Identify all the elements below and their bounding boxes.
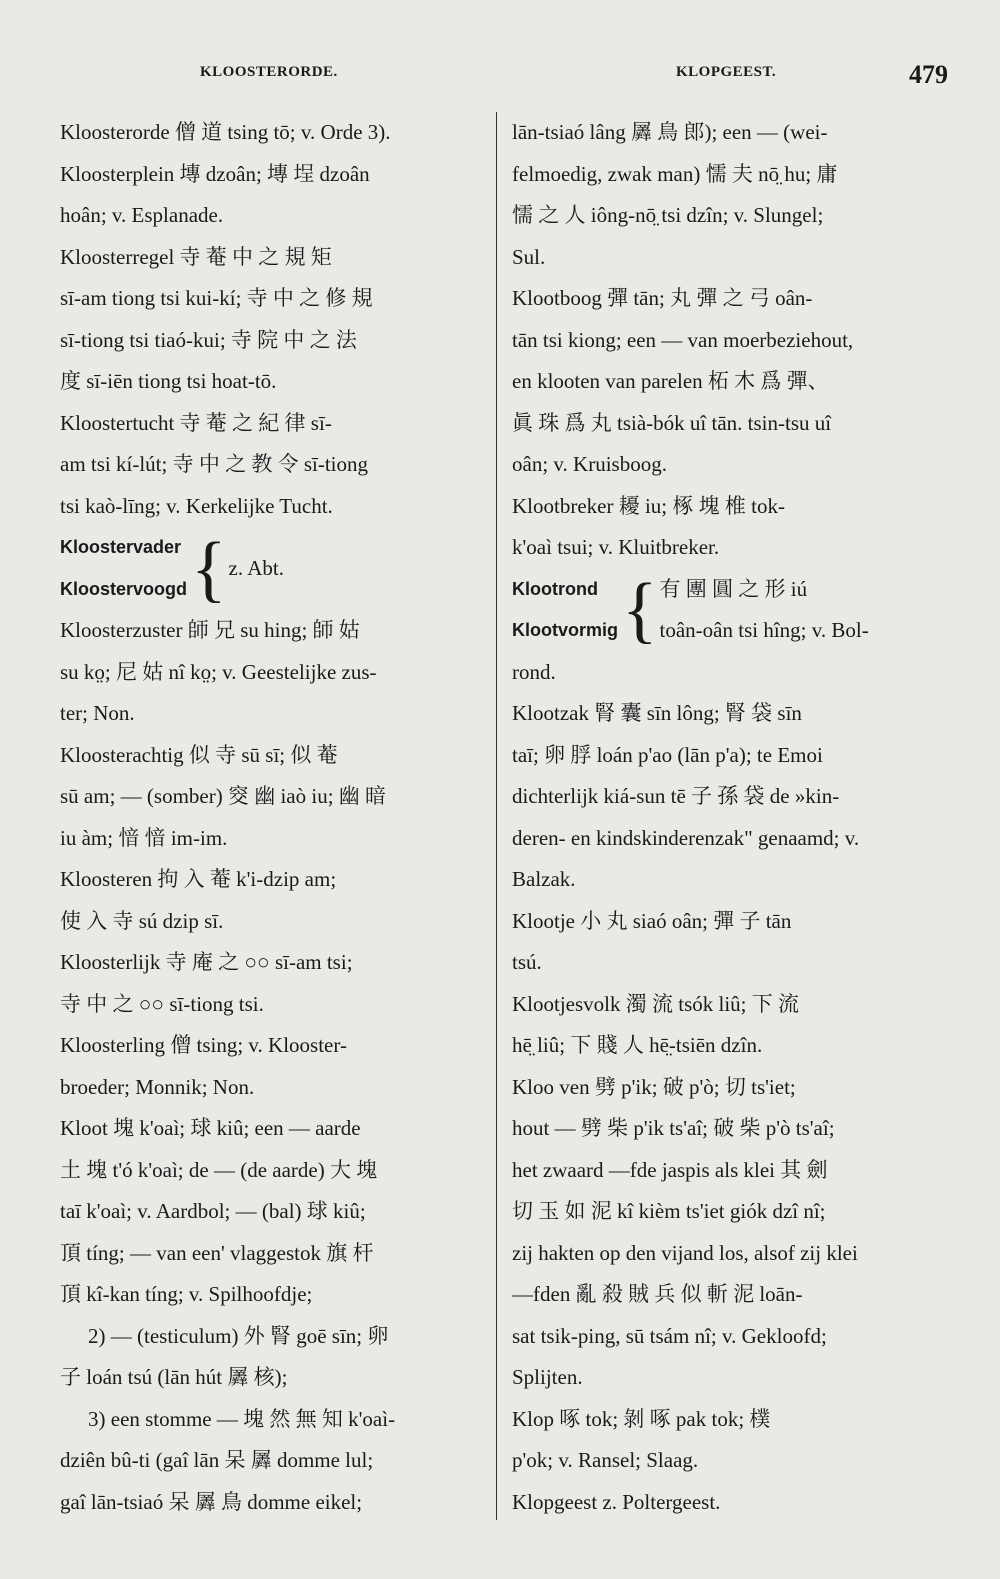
entry-line: rond.: [512, 659, 556, 684]
entry-line: gaî lān-tsiaó 呆 羼 鳥 domme eikel;: [60, 1489, 363, 1514]
entry-line: Kloosteren 拘 入 菴 k'i-dzip am;: [60, 867, 337, 891]
entry-line: 度 sī-iēn tiong tsi hoat-tō.: [60, 369, 277, 393]
entry-line: broeder; Monnik; Non.: [60, 1074, 255, 1099]
entry-line: k'oaì tsui; v. Kluitbreker.: [512, 535, 720, 559]
entry-line: dichterlijk kiá-sun tē 子 孫 袋 de »kin-: [512, 784, 840, 808]
entry-line: taī; 卵 脬 loán p'ao (lān p'a); te Emoi: [512, 742, 823, 767]
headword: Kloostervader: [60, 537, 182, 557]
entry-line: 子 loán tsú (lān hút 羼 核);: [60, 1365, 288, 1389]
entry-line: tsi kaò-līng; v. Kerkelijke Tucht.: [60, 493, 333, 518]
entry-line: deren- en kindskinderenzak" genaamd; v.: [512, 825, 860, 850]
entry-line: Kloosterlijk 寺 庵 之 ○○ sī-am tsi;: [60, 950, 353, 974]
entry-line: Klootboog 彈 tān; 丸 彈 之 弓 oân-: [512, 286, 813, 310]
entry-line: het zwaard —fde jaspis als klei 其 劍: [512, 1157, 828, 1182]
entry-line: ter; Non.: [60, 701, 135, 725]
entry-line: Sul.: [512, 244, 546, 269]
entry-line: oân; v. Kruisboog.: [512, 452, 667, 476]
entry-line: hout — 劈 柴 p'ik ts'aî; 破 柴 p'ò ts'aî;: [512, 1116, 835, 1140]
entry-text: toân-oân tsi hîng; v. Bol-: [659, 618, 869, 642]
entry-line: sī-am tiong tsi kui-kí; 寺 中 之 修 規: [60, 286, 373, 310]
entry-line: tsú.: [512, 950, 542, 974]
entry-line: sat tsik-ping, sū tsám nî; v. Gekloofd;: [512, 1323, 827, 1348]
entry-line: Kloosterachtig 似 寺 sū sī; 似 菴: [60, 742, 338, 767]
entry-line: Klopgeest z. Poltergeest.: [512, 1489, 721, 1514]
entry-line: su ko̤; 尼 姑 nî ko̤; v. Geestelijke zus-: [60, 659, 377, 684]
running-header-left: KLOOSTERORDE.: [200, 64, 338, 80]
entry-line: Klootbreker 耰 iu; 椓 塊 椎 tok-: [512, 493, 785, 518]
entry-line: Kloo ven 劈 p'ik; 破 p'ò; 切 ts'iet;: [512, 1074, 796, 1099]
entry-line: Kloosterorde 僧 道 tsing tō; v. Orde 3).: [60, 120, 391, 144]
brace-group-kloostervader: [60, 527, 485, 610]
entry-line: 頂 kî-kan tíng; v. Spilhoofdje;: [60, 1282, 313, 1306]
entry-line: lān-tsiaó lâng 羼 鳥 郎); een — (wei-: [512, 120, 828, 144]
entry-line: Klootjesvolk 濁 流 tsók liû; 下 流: [512, 991, 800, 1016]
curly-brace-icon: {: [191, 527, 227, 610]
entry-line: 使 入 寺 sú dzip sī.: [60, 908, 224, 933]
entry-line: iu àm; 愔 愔 im-im.: [60, 825, 228, 850]
entry-line: taī k'oaì; v. Aardbol; — (bal) 球 kiû;: [60, 1199, 366, 1223]
entry-line: Klootje 小 丸 siaó oân; 彈 子 tān: [512, 908, 792, 933]
entry-line: en klooten van parelen 柘 木 爲 彈、: [512, 369, 829, 393]
entry-line: —fden 亂 殺 賊 兵 似 斬 泥 loān-: [512, 1282, 803, 1306]
entry-line: Klootzak 腎 囊 sīn lông; 腎 袋 sīn: [512, 701, 802, 725]
entry-line: 3) een stomme — 塊 然 無 知 k'oaì-: [88, 1406, 396, 1431]
headword: Klootrond: [512, 578, 598, 599]
entry-line: 寺 中 之 ○○ sī-tiong tsi.: [60, 991, 264, 1016]
entry-line: Kloot 塊 k'oaì; 球 kiû; een — aarde: [60, 1116, 361, 1140]
entry-line: 懦 之 人 iông-nō̤ tsi dzîn; v. Slungel;: [512, 203, 824, 227]
entry-line: Kloosterplein 塼 dzoân; 塼 埕 dzoân: [60, 161, 370, 186]
entry-text: 有 團 圓 之 形 iú: [659, 576, 808, 601]
entry-line: sī-tiong tsi tiaó-kui; 寺 院 中 之 法: [60, 327, 357, 352]
entry-line: Kloostertucht 寺 菴 之 紀 律 sī-: [60, 410, 332, 435]
entry-line: p'ok; v. Ransel; Slaag.: [512, 1448, 699, 1472]
entry-line: Kloosterling 僧 tsing; v. Klooster-: [60, 1033, 347, 1057]
entry-line: felmoedig, zwak man) 懦 夫 nō̤ hu; 庸: [512, 161, 838, 186]
cross-reference: z. Abt.: [228, 555, 284, 580]
column-divider: [496, 112, 497, 1520]
entry-line: 土 塊 t'ó k'oaì; de — (de aarde) 大 塊: [60, 1157, 378, 1182]
entry-line: Kloosterregel 寺 菴 中 之 規 矩: [60, 244, 332, 269]
right-column: [512, 112, 937, 1523]
entry-line: hē̤ liû; 下 賤 人 hē̤-tsiēn dzîn.: [512, 1033, 763, 1057]
headword: Klootvormig: [512, 620, 618, 640]
entry-line: tān tsi kiong; een — van moerbeziehout,: [512, 327, 854, 352]
entry-line: 頂 tíng; — van een' vlaggestok 旗 杆: [60, 1240, 374, 1265]
entry-line: zij hakten op den vijand los, alsof zij klei: [512, 1240, 858, 1265]
entry-line: sū am; — (somber) 窔 幽 iaò iu; 幽 暗: [60, 784, 387, 808]
entry-line: dziên bû-ti (gaî lān 呆 羼 domme lul;: [60, 1448, 374, 1472]
entry-line: hoân; v. Esplanade.: [60, 203, 224, 227]
brace-group-klootrond: [512, 569, 937, 652]
left-column: [60, 112, 485, 1523]
entry-line: 2) — (testiculum) 外 腎 goē sīn; 卵: [88, 1323, 389, 1348]
entry-line: am tsi kí-lút; 寺 中 之 教 令 sī-tiong: [60, 452, 368, 476]
entry-line: Kloosterzuster 師 兄 su hing; 師 姑: [60, 618, 360, 642]
entry-line: 切 玉 如 泥 kî kièm ts'iet giók dzî nî;: [512, 1199, 826, 1223]
headword: Kloostervoogd: [60, 578, 188, 599]
entry-line: 眞 珠 爲 丸 tsià-bók uî tān. tsin-tsu uî: [512, 410, 832, 435]
curly-brace-icon: {: [622, 569, 658, 651]
entry-line: Balzak.: [512, 867, 576, 891]
entry-line: Splijten.: [512, 1365, 583, 1389]
entry-line: Klop 啄 tok; 剝 啄 pak tok; 樸: [512, 1406, 771, 1431]
running-header-right: KLOPGEEST.: [676, 64, 777, 80]
page-number: 479: [909, 60, 948, 89]
